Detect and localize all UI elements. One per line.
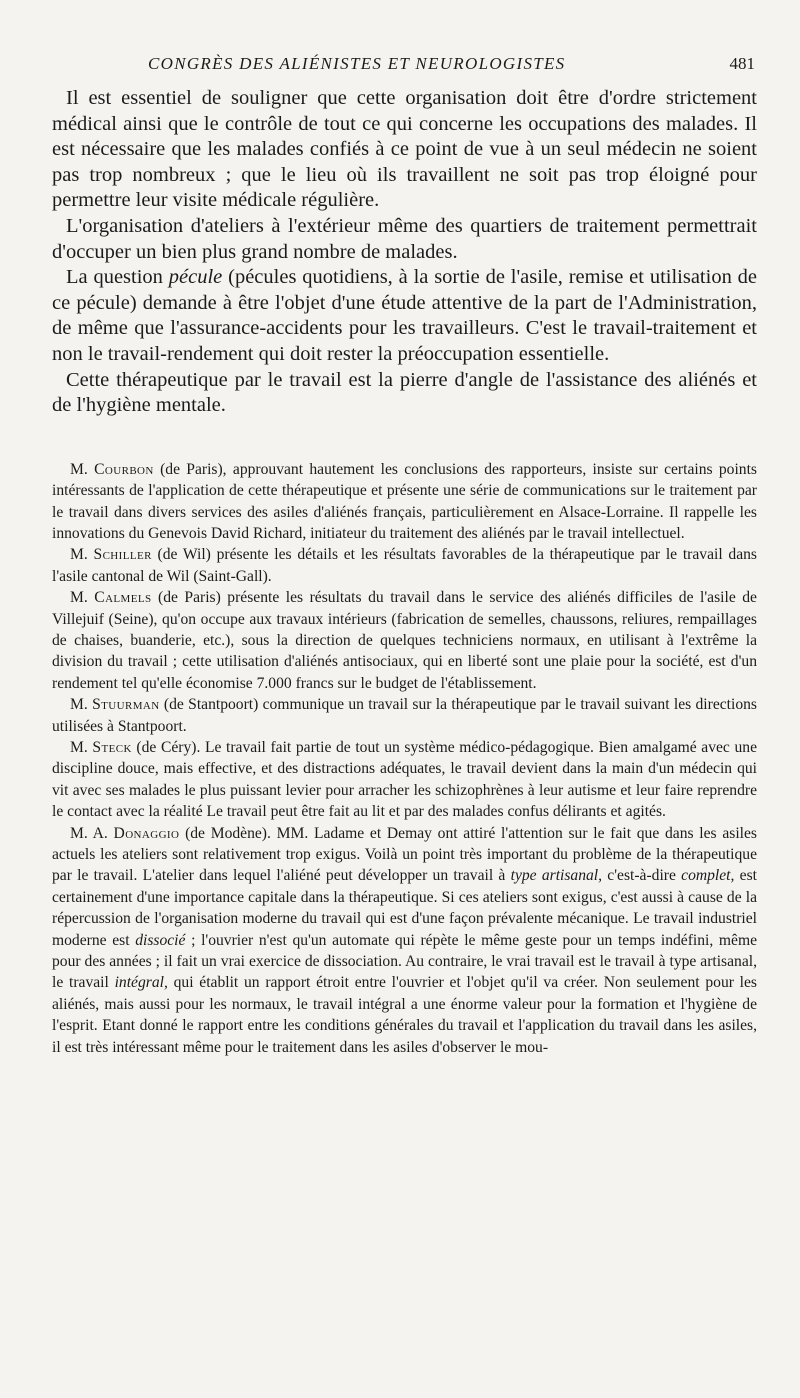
speaker-text: qui établit un rapport étroit entre l'ouvrier et l'objet qu'il va créer. Non seulement pour les aliénés, mais aussi pour les normaux, le travail intégral a une énorme valeur pour la formation et l'hygiène de l'esprit. Etant donné le rapport entre les conditions générales du travail et l'application du travail dans les asiles, il est très intéressant même pour le traitement dans les asiles d'observer le mou- — [52, 974, 757, 1056]
emphasis-type-artisanal: type artisanal, — [510, 867, 603, 885]
speaker-donaggio — [52, 823, 757, 1058]
paragraph-ateliers: L'organisation d'ateliers à l'extérieur même des quartiers de traitement permettrait d'occuper un bien plus grand nombre de malades. — [52, 214, 757, 263]
speaker-name: Courbon — [94, 460, 154, 478]
speaker-text: c'est-à-dire — [607, 867, 676, 885]
emphasis-complet: complet, — [681, 867, 735, 885]
speaker-text: (de Modène). MM. Ladame et Demay ont attiré l'attention sur le fait que dans les asiles actuels les ateliers sont relativement trop exigus. Voilà un point très important du problème de la thérapeutique par le travail. L'atelier dans lequel l'aliéné peut développer un travail à — [52, 824, 757, 885]
speaker-prefix: M. — [70, 460, 88, 478]
pecule-emphasis: pécule — [168, 266, 223, 289]
speaker-prefix: M. A. — [70, 824, 108, 842]
speaker-steck — [52, 737, 757, 823]
speaker-text: (de Stantpoort) communique un travail sur la thérapeutique par le travail suivant les directions utilisées à Stantpoort. — [52, 696, 758, 735]
speaker-name: Schiller — [93, 546, 152, 564]
page-header — [52, 50, 757, 86]
speaker-calmels — [52, 587, 757, 694]
emphasis-dissocie: dissocié — [135, 931, 186, 949]
paragraph-therapeutique: Cette thérapeutique par le travail est la pierre d'angle de l'assistance des aliénés et de l'hygiène mentale. — [52, 368, 757, 417]
pecule-text-b: (pécules quotidiens, à la sortie de l'asile, remise et utilisation de ce pécule) demande à être l'objet d'une étude attentive de la part de l'Administration, de même que l'assurance-accidents pour les travailleurs. C'est le travail-traitement et non le travail-rendement qui doit rester la préoccupation essentielle. — [52, 266, 758, 365]
report-conclusion — [52, 86, 757, 419]
speaker-stuurman — [52, 694, 757, 737]
speaker-text: ; l'ouvrier n'est qu'un automate qui répète le même geste pour un temps indéfini, même pour des années ; il fait un vrai exercice de dissociation. Au contraire, le vrai travail est le travail à type artisanal, le travail — [52, 931, 758, 992]
speaker-text: (de Wil) présente les détails et les résultats favorables de la thérapeutique par le travail dans l'asile cantonal de Wil (Saint-Gall). — [52, 546, 757, 585]
speaker-prefix: M. — [70, 589, 88, 607]
running-title: CONGRÈS DES ALIÉNISTES ET NEUROLOGISTES — [148, 54, 566, 73]
discussion-section — [52, 459, 757, 1058]
speaker-courbon — [52, 459, 757, 545]
page-number: 481 — [729, 54, 755, 73]
speaker-prefix: M. — [70, 739, 88, 756]
book-page — [52, 50, 757, 1058]
speaker-text: (de Paris) présente les résultats du travail dans le service des aliénés difficiles de l'asile de Villejuif (Seine), qu'on occupe aux travaux intérieurs (fabrication de semelles, chaussons, reliures, rempaillages de chaises, buanderie, etc.), sous la direction de quelques techniciens normaux, en utilisant à l'extrême la division du travail ; cette utilisation d'aliénés antisociaux, qui en liberté sont une plaie pour la société, est d'un rendement tel qu'elle économise 7.000 francs sur le budget de l'établissement. — [52, 589, 757, 692]
speaker-name: Stuurman — [92, 696, 160, 714]
pecule-text-a: La question — [66, 266, 163, 289]
speaker-name: Calmels — [94, 589, 152, 607]
speaker-text: est certainement d'une importance capitale dans la thérapeutique. Si ces ateliers sont exigus, c'est aussi à cause de la répercussion de l'organisation moderne du travail qui est d'une façon prévalente mécanique. Le travail industriel moderne est — [52, 867, 757, 949]
speaker-prefix: M. — [70, 696, 88, 714]
paragraph-pecule — [52, 265, 757, 367]
speaker-text: (de Céry). Le travail fait partie de tout un système médico-pédagogique. Bien amalgamé avec une discipline douce, mais effective, et des distractions adéquates, le travail devient dans la main d'un médecin qui vit avec ses malades le plus puissant levier pour arracher les schizophrènes à leur autisme et leur faire reprendre le contact avec la réalité Le travail peut être fait au lit et par des malades confus délirants et agités. — [52, 739, 757, 821]
speaker-text: (de Paris), approuvant hautement les conclusions des rapporteurs, insiste sur certains points intéressants de l'application de cette thérapeutique et présente une série de communications sur le traitement par le travail dans divers services des asiles d'aliénés français, particulièrement en Alsace-Lorraine. Il rappelle les innovations du Genevois David Richard, initiateur du traitement des aliénés par le travail intellectuel. — [52, 460, 758, 542]
speaker-prefix: M. — [70, 546, 88, 564]
speaker-name: Donaggio — [113, 824, 180, 842]
speaker-name: Steck — [92, 739, 132, 756]
paragraph-organisation: Il est essentiel de souligner que cette organisation doit être d'ordre strictement médical ainsi que le contrôle de tout ce qui concerne les occupations des malades. Il est nécessaire que les malades confiés à ce point de vue à un seul médecin ne soient pas trop nombreux ; que le lieu où ils travaillent ne soit pas trop éloigné pour permettre leur visite médicale régulière. — [52, 87, 757, 212]
speaker-schiller — [52, 544, 757, 587]
emphasis-integral: intégral, — [114, 974, 168, 992]
